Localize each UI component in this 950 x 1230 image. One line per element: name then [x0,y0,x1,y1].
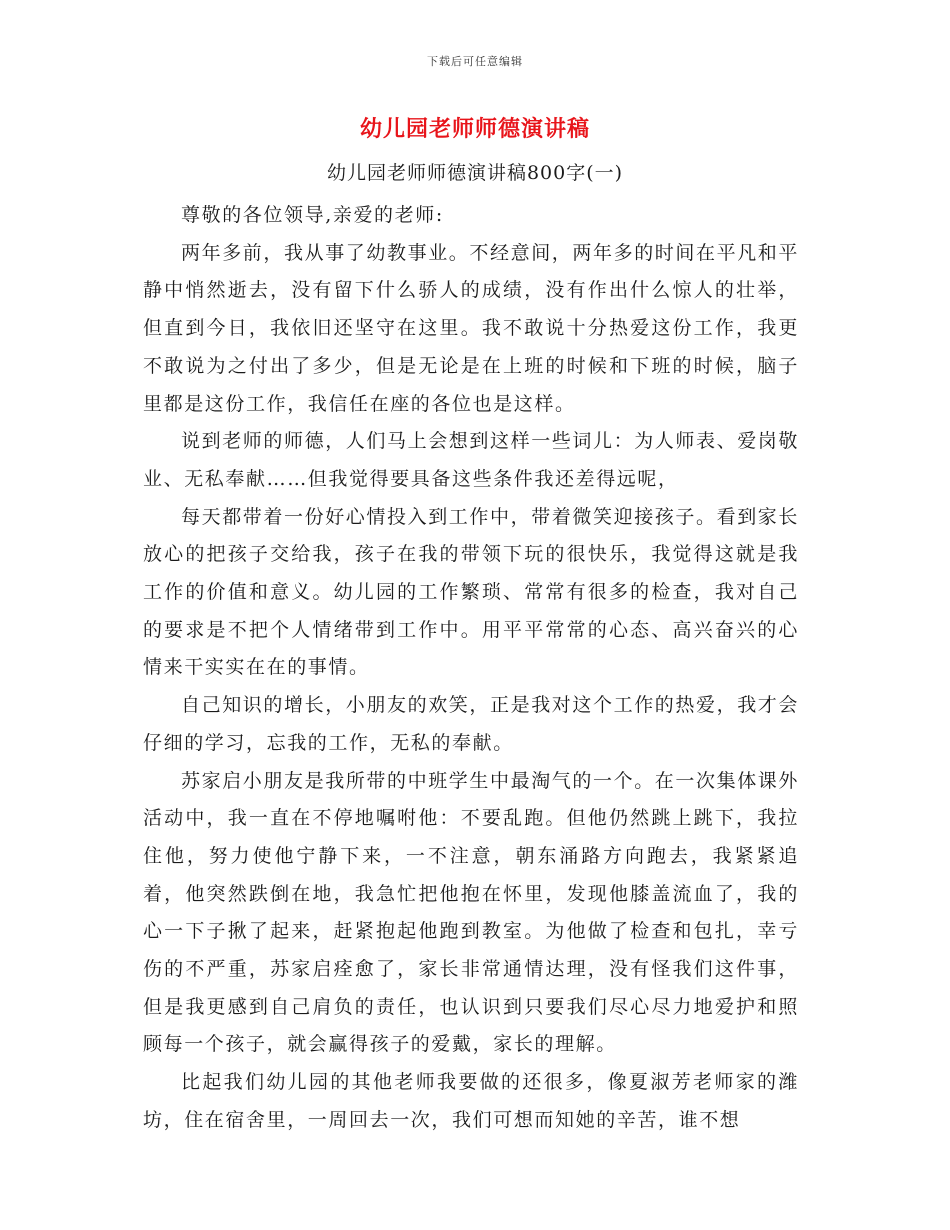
header-note: 下载后可任意编辑 [427,55,523,68]
paragraph: 苏家启小朋友是我所带的中班学生中最淘气的一个。在一次集体课外活动中，我一直在不停地嘱咐他：不要乱跑。但他仍然跳上跳下，我拉住他，努力使他宁静下来，一不注意，朝东涌路方向跑去，我紧紧追着，他突然跌倒在地，我急忙把他抱在怀里，发现他膝盖流血了，我的心一下子揪了起来，赶紧抱起他跑到教室。为他做了检查和包扎，幸亏伤的不严重，苏家启痊愈了，家长非常通情达理，没有怪我们这件事，但是我更感到自己肩负的责任，也认识到只要我们尽心尽力地爱护和照顾每一个孩子，就会赢得孩子的爱戴，家长的理解。 [143,769,800,1056]
paragraph: 两年多前，我从事了幼教事业。不经意间，两年多的时间在平凡和平静中悄然逝去，没有留下什么骄人的成绩，没有作出什么惊人的壮举，但直到今日，我依旧还坚守在这里。我不敢说十分热爱这份工作，我更不敢说为之付出了多少，但是无论是在上班的时候和下班的时候，脑子里都是这份工作，我信任在座的各位也是这样。 [143,241,800,415]
document-subtitle: 幼儿园老师师德演讲稿800字(一) [326,162,624,184]
document-title: 幼儿园老师师德演讲稿 [359,116,590,142]
paragraph: 自己知识的增长，小朋友的欢笑，正是我对这个工作的热爱，我才会仔细的学习，忘我的工作，无私的奉献。 [143,694,800,754]
paragraph: 比起我们幼儿园的其他老师我要做的还很多，像夏淑芳老师家的潍坊，住在宿舍里，一周回去一次，我们可想而知她的辛苦，谁不想 [143,1071,799,1131]
paragraph: 说到老师的师德，人们马上会想到这样一些词儿：为人师表、爱岗敬业、无私奉献……但我觉得要具备这些条件我还差得远呢， [143,430,800,490]
paragraph: 每天都带着一份好心情投入到工作中，带着微笑迎接孩子。看到家长放心的把孩子交给我，孩子在我的带领下玩的很快乐，我觉得这就是我工作的价值和意义。幼儿园的工作繁琐、常常有很多的检查，我对自己的要求是不把个人情绪带到工作中。用平平常常的心态、高兴奋兴的心情来干实实在在的事情。 [143,505,800,679]
paragraph-salutation: 尊敬的各位领导,亲爱的老师: [181,204,444,226]
document-body [143,197,799,1140]
